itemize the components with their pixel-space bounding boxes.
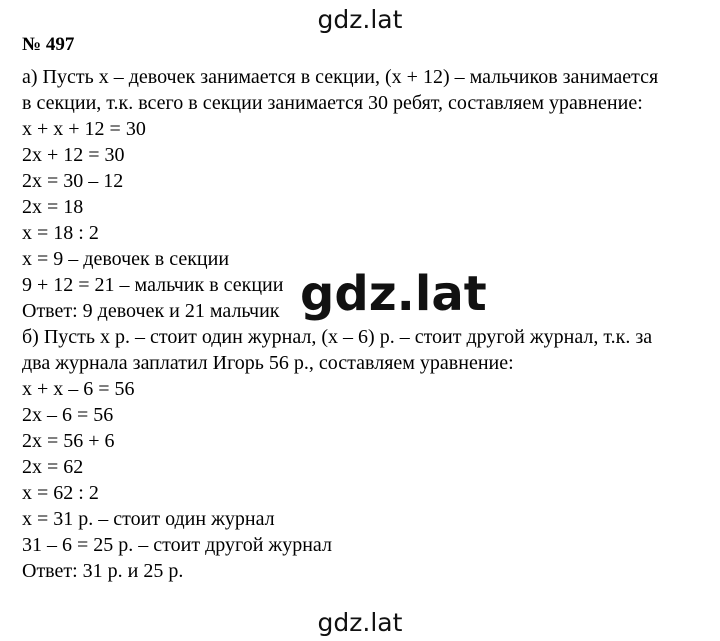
equation-line: х = 31 р. – стоит один журнал	[22, 508, 275, 530]
site-header-watermark: gdz.lat	[317, 5, 403, 34]
equation-line: 2х = 56 + 6	[22, 430, 115, 452]
equation-line: х = 62 : 2	[22, 482, 99, 504]
equation-line: х + х – 6 = 56	[22, 378, 135, 400]
answer-line: Ответ: 31 р. и 25 р.	[22, 560, 184, 582]
equation-line: х + х + 12 = 30	[22, 118, 146, 140]
problem-number: № 497	[22, 34, 75, 55]
site-footer-watermark: gdz.lat	[317, 608, 403, 637]
equation-line: х = 18 : 2	[22, 222, 99, 244]
solution-line: два журнала заплатил Игорь 56 р., составляем уравнение:	[22, 352, 514, 374]
equation-line: 2х = 18	[22, 196, 84, 218]
solution-line: б) Пусть х р. – стоит один журнал, (х – 6) р. – стоит другой журнал, т.к. за	[22, 326, 653, 348]
equation-line: 2х = 62	[22, 456, 84, 478]
equation-line: 2х + 12 = 30	[22, 144, 125, 166]
center-watermark: gdz.lat	[300, 266, 487, 322]
equation-line: 2х = 30 – 12	[22, 170, 124, 192]
answer-line: Ответ: 9 девочек и 21 мальчик	[22, 300, 280, 322]
solution-text	[22, 64, 712, 584]
equation-line: 2х – 6 = 56	[22, 404, 114, 426]
solution-line: а) Пусть х – девочек занимается в секции, (х + 12) – мальчиков занимается	[22, 66, 659, 88]
solution-line: в секции, т.к. всего в секции занимается 30 ребят, составляем уравнение:	[22, 92, 643, 114]
equation-line: 31 – 6 = 25 р. – стоит другой журнал	[22, 534, 332, 556]
equation-line: 9 + 12 = 21 – мальчик в секции	[22, 274, 284, 296]
part-b	[22, 324, 712, 584]
equation-line: х = 9 – девочек в секции	[22, 248, 230, 270]
